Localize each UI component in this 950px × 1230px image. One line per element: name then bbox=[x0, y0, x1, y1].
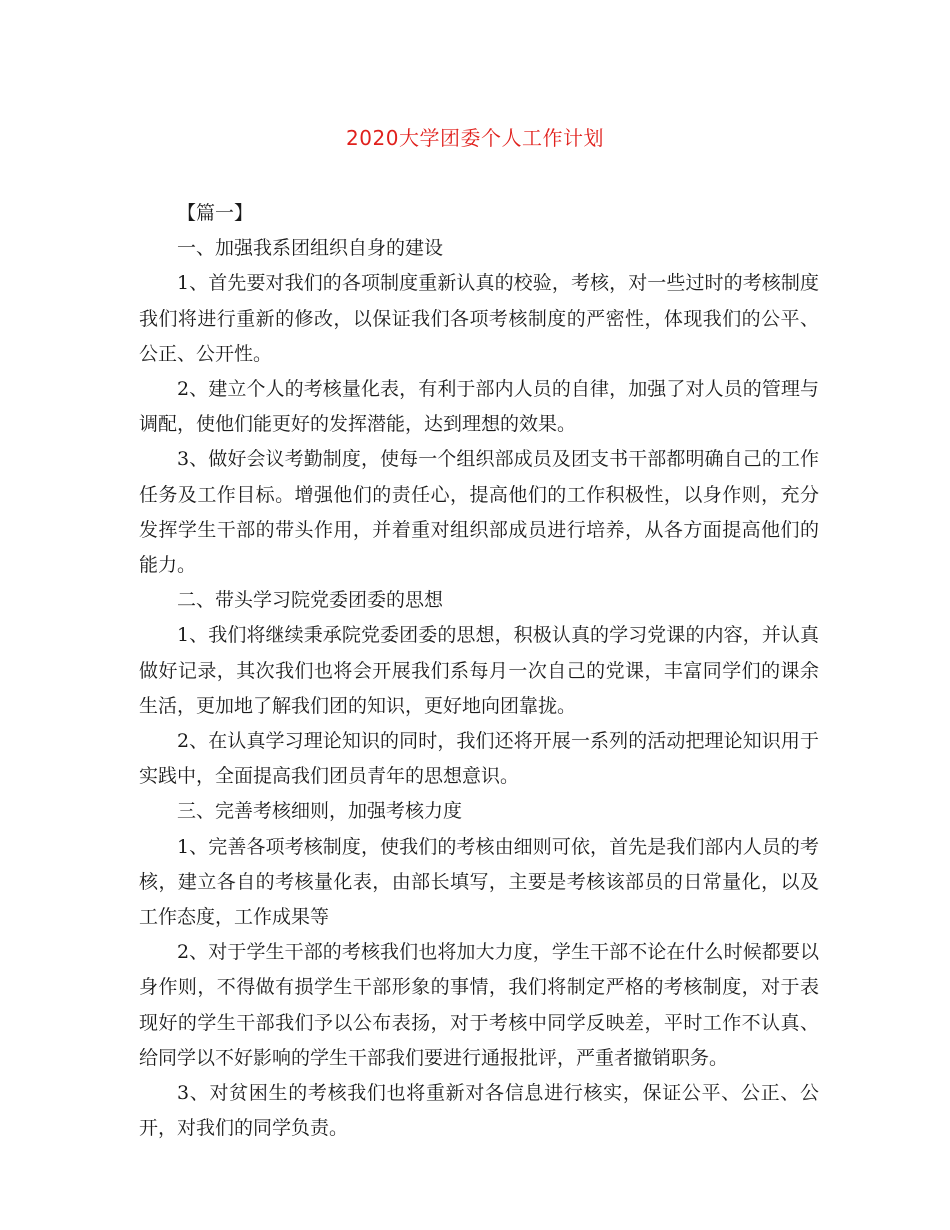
body-paragraph: 2、建立个人的考核量化表，有利于部内人员的自律，加强了对人员的管理与调配，使他们能更好的发挥潜能，达到理想的效果。 bbox=[139, 378, 819, 436]
body-paragraph: 1、完善各项考核制度，使我们的考核由细则可依，首先是我们部内人员的考核，建立各自的考核量化表，由部长填写，主要是考核该部员的日常量化，以及工作态度，工作成果等 bbox=[139, 835, 819, 929]
body-paragraph: 1、我们将继续秉承院党委团委的思想，积极认真的学习党课的内容，并认真做好记录，其次我们也将会开展我们系每月一次自己的党课，丰富同学们的课余生活，更加地了解我们团的知识，更好地向团靠拢。 bbox=[139, 624, 819, 717]
section-heading: 三、完善考核细则，加强考核力度 bbox=[177, 800, 463, 823]
section-heading: 一、加强我系团组织自身的建设 bbox=[177, 237, 444, 260]
body-paragraph: 2、在认真学习理论知识的同时，我们还将开展一系列的活动把理论知识用于实践中，全面提高我们团员青年的思想意识。 bbox=[139, 730, 819, 788]
document-title: 2020大学团委个人工作计划 bbox=[346, 126, 604, 150]
section-marker: 【篇一】 bbox=[177, 202, 254, 224]
section-heading: 二、带头学习院党委团委的思想 bbox=[177, 589, 444, 612]
body-paragraph: 3、做好会议考勤制度，使每一个组织部成员及团支书干部都明确自己的工作任务及工作目标。增强他们的责任心，提高他们的工作积极性，以身作则，充分发挥学生干部的带头作用，并着重对组织部成员进行培养，从各方面提高他们的能力。 bbox=[139, 448, 819, 577]
document-body bbox=[139, 196, 819, 1146]
body-paragraph: 1、首先要对我们的各项制度重新认真的校验，考核，对一些过时的考核制度我们将进行重新的修改，以保证我们各项考核制度的严密性，体现我们的公平、公正、公开性。 bbox=[139, 272, 819, 365]
body-paragraph: 2、对于学生干部的考核我们也将加大力度，学生干部不论在什么时候都要以身作则，不得做有损学生干部形象的事情，我们将制定严格的考核制度，对于表现好的学生干部我们予以公布表扬，对于考核中同学反映差，平时工作不认真、给同学以不好影响的学生干部我们要进行通报批评，严重者撤销职务。 bbox=[139, 941, 819, 1069]
body-paragraph: 3、对贫困生的考核我们也将重新对各信息进行核实，保证公平、公正、公开，对我们的同学负责。 bbox=[139, 1082, 819, 1140]
